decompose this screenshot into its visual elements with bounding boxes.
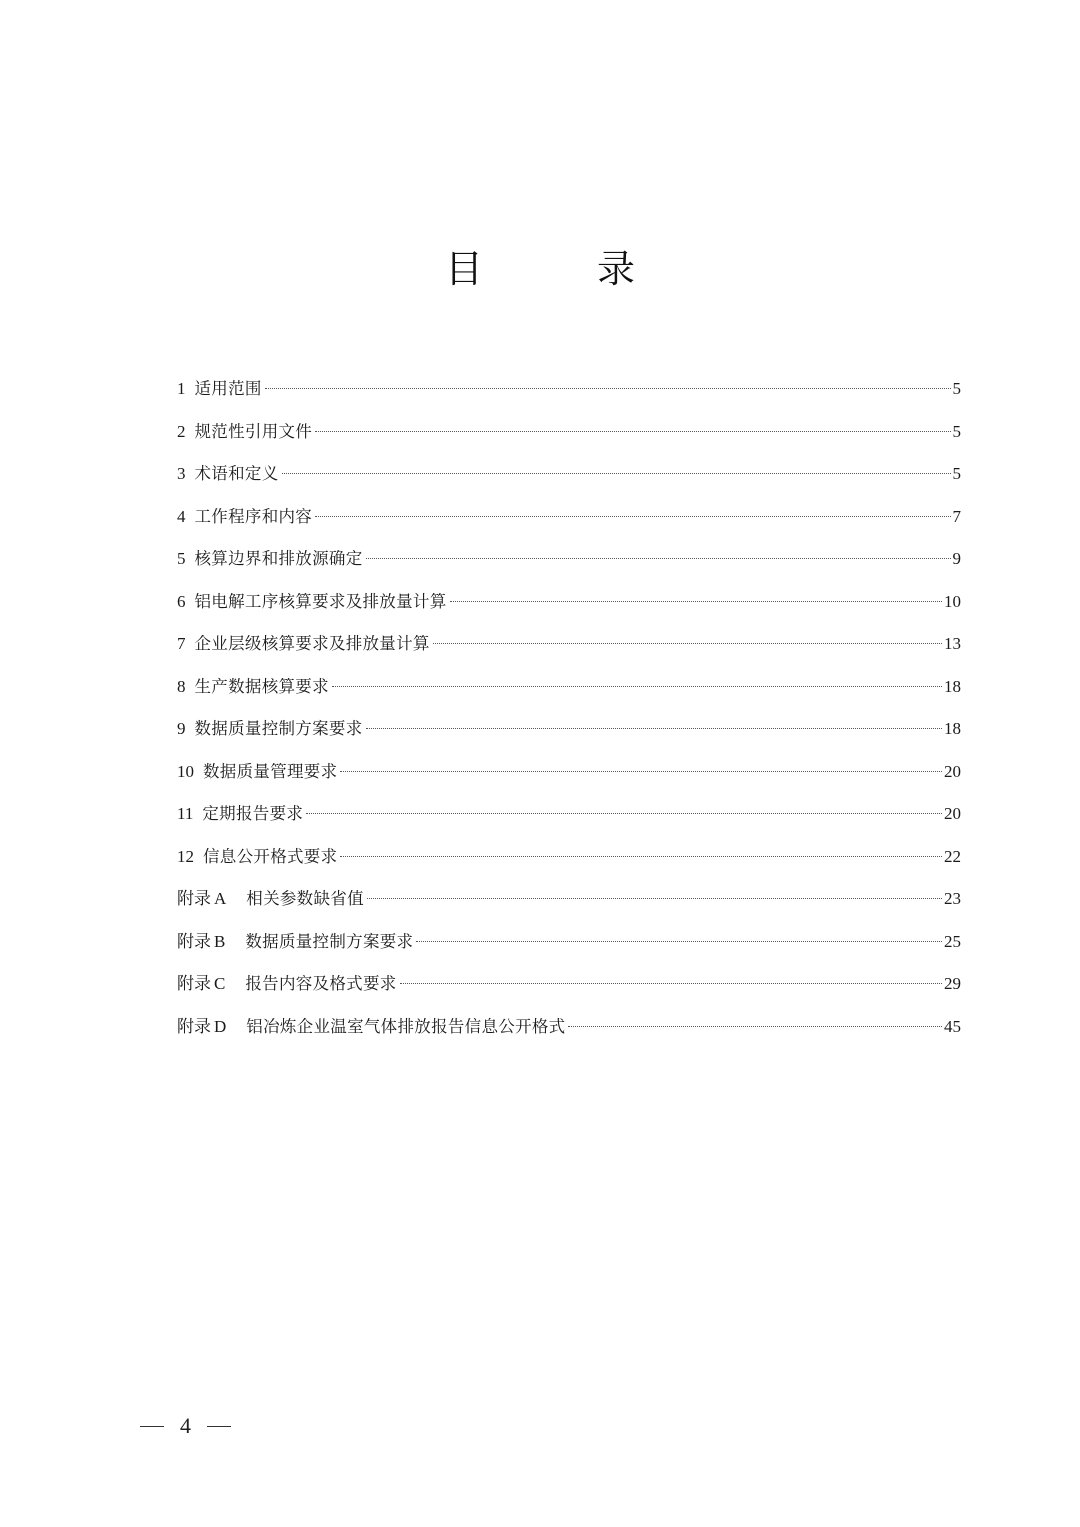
toc-appendix-entry[interactable] <box>177 882 961 925</box>
toc-entry[interactable] <box>177 755 961 798</box>
toc-entry-number: 10 <box>177 761 194 781</box>
dot-leader <box>315 516 950 517</box>
toc-entry-page: 20 <box>944 761 961 781</box>
toc-entry-label: 数据质量管理要求 <box>203 761 338 781</box>
page-footer <box>140 1413 231 1439</box>
table-of-contents <box>177 372 961 1052</box>
dot-leader <box>315 431 950 432</box>
dot-leader <box>332 686 942 687</box>
appendix-prefix: 附录 <box>177 889 211 909</box>
toc-entry-label: 铝冶炼企业温室气体排放报告信息公开格式 <box>246 1016 566 1036</box>
appendix-prefix: 附录 <box>177 1016 211 1037</box>
toc-entry-number: 12 <box>177 846 194 866</box>
appendix-letter: A <box>214 889 227 908</box>
toc-entry-label: 企业层级核算要求及排放量计算 <box>194 634 430 653</box>
dot-leader <box>400 983 942 984</box>
dot-leader <box>366 728 943 729</box>
toc-entry-number: 2 <box>177 421 186 441</box>
dot-leader <box>282 473 951 474</box>
toc-entry-page: 7 <box>952 506 961 526</box>
dot-leader <box>265 388 951 389</box>
toc-entry-number: 7 <box>177 634 186 653</box>
dot-leader <box>416 941 942 942</box>
dot-leader <box>568 1026 942 1027</box>
appendix-letter: C <box>214 974 226 993</box>
toc-entry-page: 23 <box>944 889 961 908</box>
page-number: 4 <box>180 1413 191 1438</box>
toc-entry-page: 20 <box>944 804 961 823</box>
toc-entry[interactable] <box>177 627 961 670</box>
toc-entry-page: 45 <box>944 1016 961 1036</box>
toc-entry[interactable] <box>177 457 961 500</box>
toc-appendix-entry[interactable] <box>177 925 961 968</box>
toc-entry-number: 3 <box>177 464 186 483</box>
toc-entry-page: 9 <box>952 549 961 568</box>
toc-entry-label: 适用范围 <box>194 379 262 398</box>
toc-entry-label: 报告内容及格式要求 <box>245 974 397 993</box>
toc-entry-page: 22 <box>944 846 961 866</box>
toc-entry-label: 核算边界和排放源确定 <box>194 549 363 568</box>
toc-entry-label: 信息公开格式要求 <box>203 846 338 866</box>
toc-entry-number: 9 <box>177 719 186 738</box>
toc-entry-page: 5 <box>952 379 961 398</box>
toc-entry-number: 8 <box>177 676 186 696</box>
footer-dash-left <box>140 1426 164 1427</box>
toc-entry[interactable] <box>177 372 961 415</box>
toc-entry-label: 定期报告要求 <box>202 804 304 823</box>
dot-leader <box>367 898 942 899</box>
toc-entry-page: 18 <box>944 719 961 738</box>
toc-entry-number: 5 <box>177 549 186 568</box>
toc-entry-label: 工作程序和内容 <box>194 506 313 526</box>
toc-entry[interactable] <box>177 797 961 840</box>
dot-leader <box>450 601 943 602</box>
toc-entry-label: 数据质量控制方案要求 <box>194 719 363 738</box>
toc-entry-label: 规范性引用文件 <box>194 421 313 441</box>
dot-leader <box>340 771 942 772</box>
appendix-letter: B <box>214 931 226 951</box>
toc-entry-number: 6 <box>177 591 186 611</box>
toc-entry[interactable] <box>177 500 961 543</box>
toc-entry-page: 10 <box>944 591 961 611</box>
appendix-prefix: 附录 <box>177 974 211 994</box>
dot-leader <box>340 856 942 857</box>
footer-dash-right <box>207 1426 231 1427</box>
toc-entry-number: 11 <box>177 804 194 823</box>
toc-entry[interactable] <box>177 840 961 883</box>
toc-entry[interactable] <box>177 585 961 628</box>
dot-leader <box>366 558 951 559</box>
toc-entry-page: 5 <box>952 464 961 483</box>
toc-entry-label: 术语和定义 <box>194 464 279 483</box>
toc-entry[interactable] <box>177 670 961 713</box>
appendix-prefix: 附录 <box>177 931 211 952</box>
dot-leader <box>433 643 942 644</box>
toc-entry-label: 数据质量控制方案要求 <box>245 931 414 951</box>
toc-entry[interactable] <box>177 712 961 755</box>
toc-entry-page: 29 <box>944 974 961 993</box>
dot-leader <box>306 813 942 814</box>
toc-entry-page: 18 <box>944 676 961 696</box>
toc-entry-label: 相关参数缺省值 <box>246 889 364 908</box>
toc-appendix-entry[interactable] <box>177 967 961 1010</box>
toc-entry-label: 生产数据核算要求 <box>194 676 329 696</box>
toc-entry-label: 铝电解工序核算要求及排放量计算 <box>194 591 447 611</box>
toc-entry-page: 13 <box>944 634 961 653</box>
toc-entry[interactable] <box>177 415 961 458</box>
toc-entry-number: 1 <box>177 379 186 398</box>
toc-entry-page: 25 <box>944 931 961 951</box>
toc-entry-number: 4 <box>177 506 186 526</box>
toc-appendix-entry[interactable] <box>177 1010 961 1053</box>
page-title: 目 录 <box>444 247 635 291</box>
appendix-letter: D <box>214 1016 227 1036</box>
toc-entry[interactable] <box>177 542 961 585</box>
toc-entry-page: 5 <box>952 421 961 441</box>
